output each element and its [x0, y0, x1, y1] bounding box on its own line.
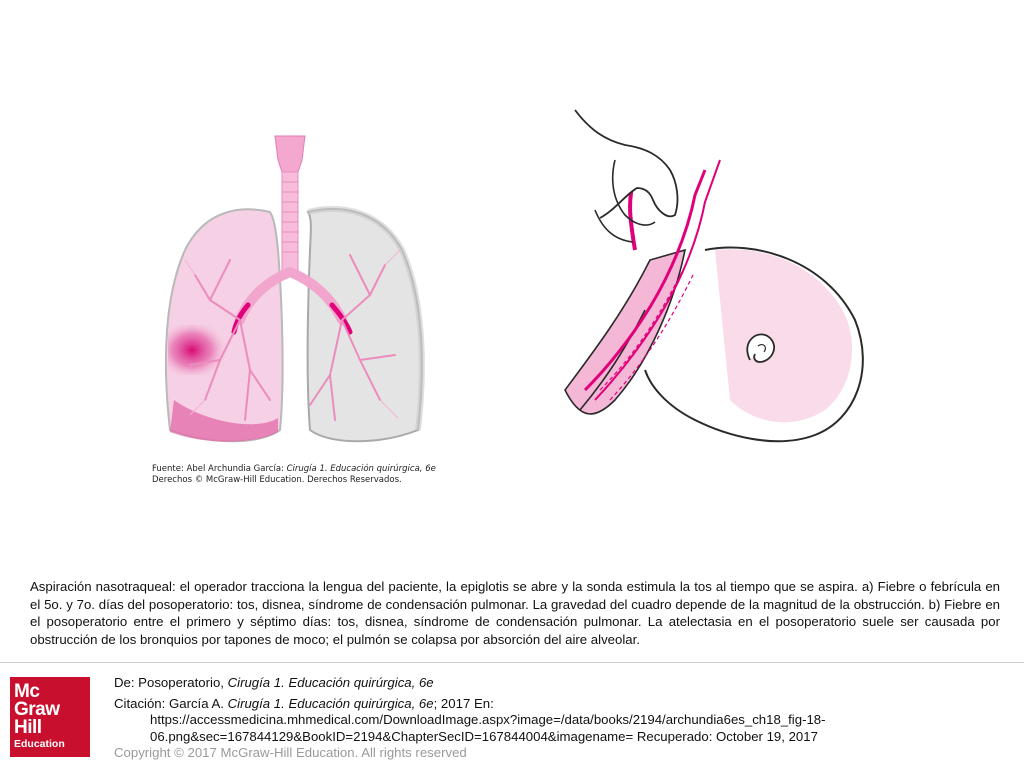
- logo-line-mc: Mc: [14, 681, 40, 702]
- lungs-illustration: [166, 136, 422, 442]
- mcgraw-hill-logo: [10, 677, 90, 757]
- medical-illustration: [150, 100, 870, 488]
- citation-url-line2: 06.png&sec=167844129&BookID=2194&ChapterSecID=167844004&imagename= Recuperado: October 19, 2017: [150, 728, 818, 744]
- figure-caption: Aspiración nasotraqueal: el operador tracciona la lengua del paciente, la epiglotis se abre y la sonda estimula la tos al tiempo que se aspira. a) Fiebre o febrícula en el 5o. y 7o. días del posoperatorio: tos, disnea, síndrome de condensación pulmonar. La gravedad del cuadro depende de la magnitud de la obstrucción. b) Fiebre en el posoperatorio entre el primero y séptimo días: tos, disnea, síndrome de condensación pulmonar. La atelectasia en el posoperatorio suele ser causada por obstrucción de los bronquios por tapones de moco; el pulmón se colapsa por absorción del aire alveolar.: [30, 579, 1000, 647]
- nasotracheal-illustration: [565, 110, 863, 441]
- citation-cite-book: Cirugía 1. Educación quirúrgica, 6e: [227, 695, 434, 711]
- citation-from: [114, 675, 994, 692]
- copyright-notice: Copyright © 2017 McGraw-Hill Education. All rights reserved: [114, 745, 467, 760]
- logo-line-education: Education: [14, 738, 65, 750]
- citation-from-book: Cirugía 1. Educación quirúrgica, 6e: [227, 675, 434, 690]
- citation-cite: [114, 696, 994, 746]
- figure-credit-book: Cirugía 1. Educación quirúrgica, 6e: [286, 464, 436, 474]
- footer-divider: [0, 662, 1024, 663]
- citation-cite-sep: .: [220, 695, 228, 711]
- figure-credit: [152, 464, 436, 486]
- citation-block: [114, 675, 994, 749]
- figure-credit-prefix: Fuente: Abel Archundia García:: [152, 464, 287, 474]
- logo-line-hill: Hill: [14, 717, 42, 738]
- figure-credit-rights: Derechos © McGraw-Hill Education. Derechos Reservados.: [152, 475, 402, 485]
- citation-cite-suffix: ; 2017 En:: [433, 695, 494, 711]
- citation-cite-prefix: Citación: García A: [114, 695, 221, 711]
- figure: [150, 100, 870, 488]
- citation-url-line1: https://accessmedicina.mhmedical.com/DownloadImage.aspx?image=/data/books/2194/archundia6es_ch18_fig-18-: [150, 712, 826, 727]
- logo-line-graw: Graw: [14, 699, 60, 720]
- citation-from-prefix: De: Posoperatorio,: [114, 675, 228, 690]
